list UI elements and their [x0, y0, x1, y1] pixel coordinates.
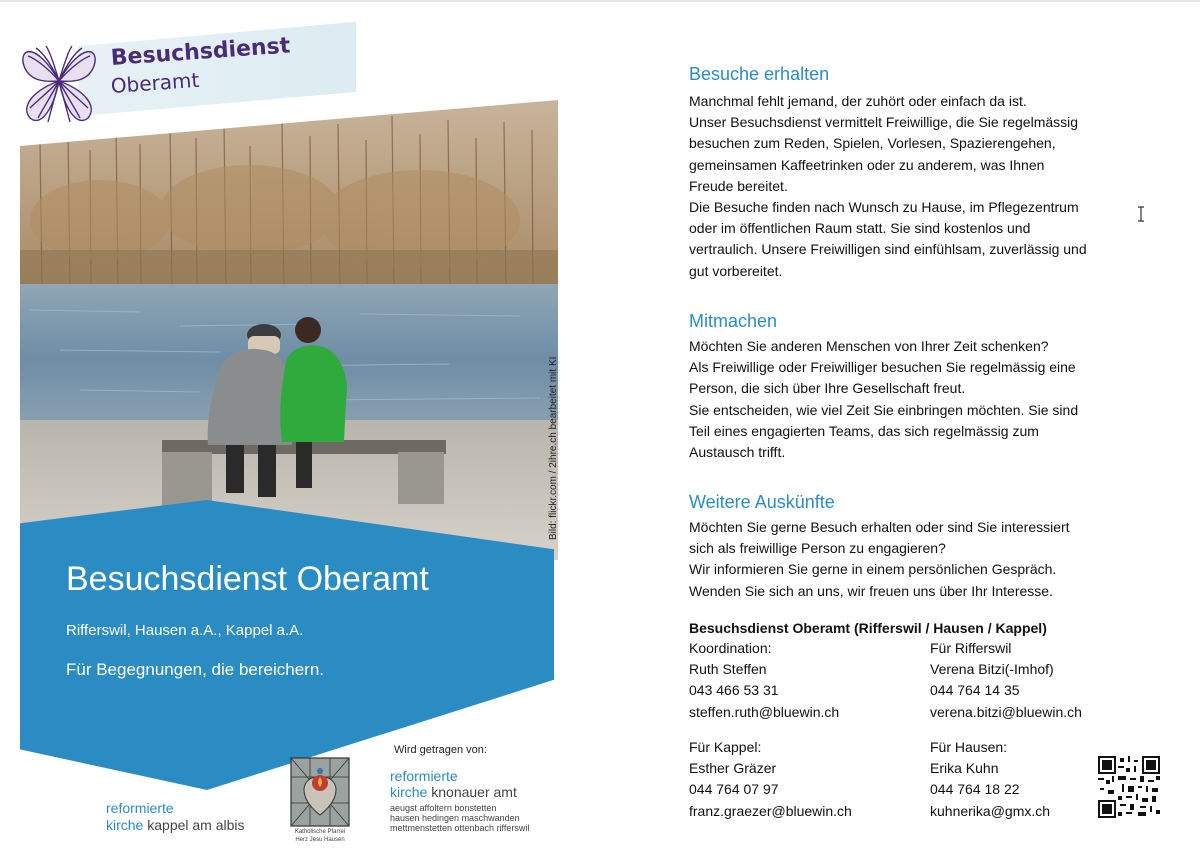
church-caption	[287, 828, 353, 844]
contact-heading: Besuchsdienst Oberamt (Rifferswil / Hausen / Kappel)	[689, 620, 1047, 636]
org-left-rest: kappel am albis	[143, 817, 245, 833]
text-line: gemeinsamen Kaffeetrinken oder zu anderem, was Ihnen	[689, 156, 1045, 173]
org-right-kirche: kirche	[390, 784, 428, 800]
carried-by-label: Wird getragen von:	[394, 744, 487, 756]
kappel-church-logo	[106, 800, 245, 834]
contact-role: Koordination:	[689, 640, 772, 656]
contact-phone: 044 764 07 97	[689, 781, 779, 798]
text-line: sich als freiwillige Person zu engagieren?	[689, 540, 946, 557]
text-line: Unser Besuchsdienst vermittelt Freiwillige, die Sie regelmässig	[689, 114, 1079, 131]
parish-line: aeugst affoltern bonstetten	[390, 803, 497, 813]
section-text-besuche	[689, 91, 1087, 282]
hero-title: Besuchsdienst Oberamt	[66, 560, 429, 598]
contact-phone: 044 764 14 35	[930, 682, 1020, 699]
contact-hausen	[930, 737, 1050, 822]
text-line: Wir informieren Sie gerne in einem persönlichen Gespräch.	[689, 561, 1057, 578]
butterfly-logo-icon	[16, 36, 102, 126]
stained-glass-heart-icon	[290, 757, 350, 827]
section-title-auskuenfte: Weitere Auskünfte	[689, 492, 835, 512]
text-line: Teil eines engagierten Teams, das sich regelmässig zum	[689, 422, 1039, 439]
text-line: Wenden Sie sich an uns, wir freuen uns über Ihr Interesse.	[689, 582, 1053, 599]
hero-places: Rifferswil, Hausen a.A., Kappel a.A.	[66, 622, 304, 639]
contact-rifferswil	[930, 638, 1082, 723]
contact-phone: 044 764 18 22	[930, 781, 1020, 798]
contact-name: Ruth Steffen	[689, 661, 767, 678]
section-text-auskuenfte	[689, 517, 1070, 602]
logo-title: Besuchsdienst	[110, 33, 292, 71]
text-line: Möchten Sie anderen Menschen von Ihrer Zeit schenken?	[689, 338, 1049, 354]
hero-tagline: Für Begegnungen, die bereichern.	[66, 660, 325, 679]
text-line: Die Besuche finden nach Wunsch zu Hause, im Pflegezentrum	[689, 199, 1079, 216]
text-line: gut vorbereitet.	[689, 262, 783, 279]
text-cursor-icon	[1136, 206, 1146, 222]
logo-subtitle: Oberamt	[110, 67, 201, 98]
org-left-kirche: kirche	[106, 817, 144, 833]
text-line: Als Freiwillige oder Freiwilliger besuchen Sie regelmässig eine	[689, 359, 1076, 376]
text-line: Sie entscheiden, wie viel Zeit Sie einbringen möchten. Sie sind	[689, 401, 1079, 418]
church-caption-line2: Herz Jesu Hausen	[295, 837, 345, 843]
text-line: Manchmal fehlt jemand, der zuhört oder einfach da ist.	[689, 93, 1027, 109]
section-title-mitmachen: Mitmachen	[689, 311, 778, 331]
text-line: Möchten Sie gerne Besuch erhalten oder sind Sie interessiert	[689, 519, 1070, 535]
contact-email[interactable]: kuhnerika@gmx.ch	[930, 802, 1051, 819]
contact-role: Für Rifferswil	[930, 640, 1012, 656]
top-border	[0, 0, 1200, 2]
org-right-line1: reformierte	[390, 768, 458, 784]
photo-credit: Bild: flickr.com / 2ihre.ch bearbeitet mit KI	[548, 356, 559, 540]
org-right-rest: knonauer amt	[427, 784, 517, 800]
org-left-line1: reformierte	[106, 800, 174, 816]
contact-role: Für Kappel:	[689, 739, 762, 755]
text-line: vertraulich. Unsere Freiwilligen sind einfühlsam, zuverlässig und	[689, 241, 1087, 258]
contact-name: Verena Bitzi(-Imhof)	[930, 661, 1054, 678]
knonauer-church-logo	[390, 768, 517, 800]
text-line: oder im öffentlichen Raum statt. Sie sind kostenlos und	[689, 220, 1031, 237]
text-line: besuchen zum Reden, Spielen, Vorlesen, Spazierengehen,	[689, 135, 1056, 152]
section-text-mitmachen	[689, 336, 1078, 463]
contact-name: Erika Kuhn	[930, 760, 999, 777]
contact-phone: 043 466 53 31	[689, 682, 779, 699]
hero-photo	[20, 100, 558, 560]
contact-email[interactable]: franz.graezer@bluewin.ch	[689, 802, 852, 819]
parish-line: hausen hedingen maschwanden	[390, 813, 520, 823]
contact-koordination	[689, 638, 839, 723]
contact-email[interactable]: verena.bitzi@bluewin.ch	[930, 703, 1082, 720]
contact-kappel	[689, 737, 852, 822]
text-line: Freude bereitet.	[689, 177, 788, 194]
text-line: Austausch trifft.	[689, 444, 786, 461]
section-title-besuche: Besuche erhalten	[689, 64, 830, 84]
qr-code-icon[interactable]	[1098, 756, 1160, 818]
parish-line: mettmenstetten ottenbach rifferswil	[390, 823, 530, 833]
contact-name: Esther Gräzer	[689, 760, 777, 777]
text-line: Person, die sich über Ihre Gesellschaft freut.	[689, 380, 966, 397]
member-parishes	[390, 803, 529, 833]
church-caption-line1: Katholische Pfarrei	[294, 829, 346, 835]
contact-email[interactable]: steffen.ruth@bluewin.ch	[689, 703, 840, 720]
contact-role: Für Hausen:	[930, 739, 1008, 755]
